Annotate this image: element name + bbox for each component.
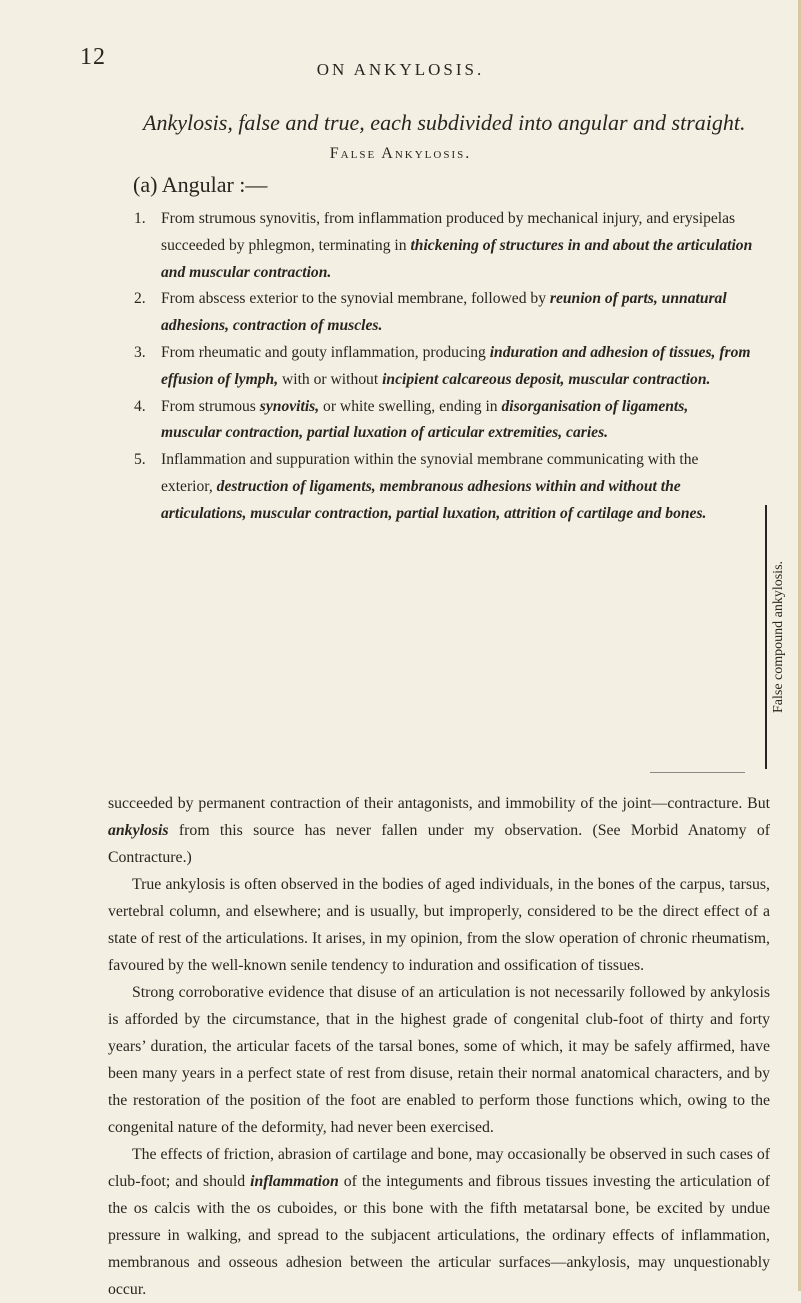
page-number: 12 [80,44,106,70]
text-run: Inflammation and suppuration within the synovial membrane communicating with the exterior, [161,451,699,495]
item-number: 4. [134,397,146,415]
text-run: Strong corroborative evidence that disuse of an articulation is not necessarily followed by ankylosis is afforded by the circumstance, that in the highest grade of congenital club-foot of thirty and forty years’ duration, the articular facets of the tarsal bones, some of which, it may be safely affirmed, have been many years in a perfect state of rest from disuse, retain their normal anatomical characters, and by the restoration of the position of the foot are enabled to perform those functions which, owing to the congenital nature of the deformity, had never been exercised. [108,984,770,1136]
text-run: succeeded by permanent contraction of their antagonists, and immobility of the joint—contracture. But [108,795,770,812]
text-run: From rheumatic and gouty inflammation, producing [161,343,490,361]
list-item [134,394,737,448]
item-text [161,286,774,340]
angular-label: (a) Angular :— [133,172,268,197]
italic-phrase: destruction of ligaments, membranous adhesions within and without the articulations, muscular contraction, partial luxation, attrition of cartilage and bones. [161,477,707,522]
italic-phrase: incipient calcareous deposit, muscular contraction. [382,370,711,388]
text-run: The effects of friction, abrasion of cartilage and bone, may occasionally be observed in such cases of club-foot; and should [108,1146,770,1190]
item-number: 1. [134,210,146,227]
divider-rule [650,772,745,773]
running-head: ON ANKYLOSIS. [316,60,485,79]
body-text [108,790,770,1303]
list-item [134,206,774,286]
item-text [161,206,774,286]
bracket-note [769,504,789,770]
text-run: From strumous synovitis, from inflammation produced by mechanical injury, and erysipelas succeeded by phlegmon, terminating in [161,210,736,254]
list-item [134,340,774,394]
list-item [134,286,774,340]
italic-phrase: reunion of parts, unnatural adhesions, contraction of muscles. [161,290,727,335]
subheading: False Ankylosis. [329,145,472,162]
item-number: 2. [134,290,146,308]
paragraph [108,871,770,979]
text-run: of the integuments and fibrous tissues investing the articulation of the os calcis with the os cuboides, or this bone with the fifth metatarsal bone, be excited by undue pressure in walking, and spread to the subjacent articulations, the ordinary effects of inflammation, membranous and osseous adhesion between the articular surfaces—ankylosis, may unquestionably occur. [108,1173,770,1298]
text-run: True ankylosis is often observed in the bodies of aged individuals, in the bones of the carpus, tarsus, vertebral column, and elsewhere; and is usually, but improperly, considered to be the direct effect of a state of rest of the articulations. It arises, in my opinion, from the slow operation of chronic rheumatism, favoured by the well-known senile tendency to induration and ossification of tissues. [108,876,770,974]
italic-phrase: thickening of structures in and about the articulation and muscular contraction. [161,236,753,281]
text-run: from this source has never fallen under my observation. (See Morbid Anatomy of Contracture.) [108,822,770,866]
italic-phrase: disorganisation of ligaments, muscular contraction, partial luxation of articular extremities, caries. [161,397,689,442]
italic-phrase: ankylosis [108,822,169,839]
text-run: From strumous [161,397,260,415]
list-item [134,447,737,527]
text-run: or white swelling, ending in [319,397,502,415]
text-run: From abscess exterior to the synovial membrane, followed by [161,290,550,308]
item-text [161,340,774,394]
italic-phrase: inflammation [250,1173,339,1190]
paragraph [108,790,770,871]
paragraph [108,1141,770,1303]
item-number: 3. [134,343,146,361]
item-text [161,394,737,448]
bracket-note-text: False compound ankylosis. [771,560,786,714]
cause-list [134,206,774,528]
text-run: with or without [278,370,383,388]
item-number: 5. [134,451,146,469]
italic-phrase: synovitis, [259,397,320,415]
italic-phrase: induration and adhesion of tissues, from effusion of lymph, [161,343,751,388]
paragraph [108,979,770,1141]
section-heading: Ankylosis, false and true, each subdivided into angular and straight. [143,110,746,135]
grouping-brace [753,505,767,769]
item-text [161,447,737,527]
